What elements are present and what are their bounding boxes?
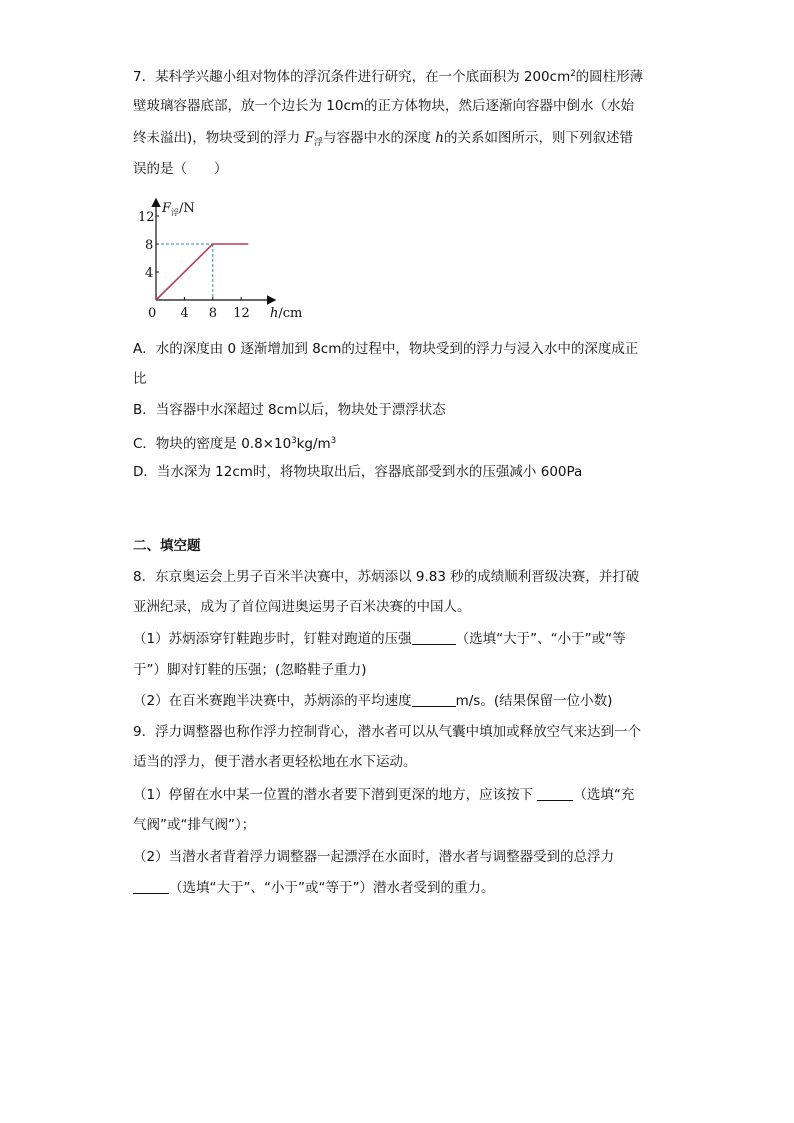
- q7-line-2: 壁玻璃容器底部，放一个边长为 10cm的正方体物块，然后逐渐向容器中倒水（水始: [133, 98, 635, 114]
- x-axis-label: [270, 306, 302, 321]
- q8-line-1: 8．东京奥运会上男子百米半决赛中，苏炳添以 9.83 秒的成绩顺利晋级决赛，并打破: [133, 569, 640, 585]
- q9-line-2: 适当的浮力，便于潜水者更轻松地在水下运动。: [133, 754, 417, 770]
- q9-line-1: 9．浮力调整器也称作浮力控制背心，潜水者可以从气囊中填加或释放空气来达到一个: [133, 724, 642, 740]
- q7-option-d: D．当水深为 12cm时，将物块取出后，容器底部受到水的压强减小 600Pa: [133, 464, 583, 480]
- y-axis-label-F: F: [162, 201, 172, 216]
- y-axis-label-unit: /N: [179, 201, 195, 216]
- q8-blank-1[interactable]: [412, 630, 456, 645]
- q7-line-1: 7．某科学兴趣小组对物体的浮沉条件进行研究，在一个底面积为 $200cm^2$的圆柱形薄: [133, 69, 644, 85]
- q8-part-1-cont: 于”）脚对钉鞋的压强；(忽略鞋子重力): [133, 662, 367, 678]
- buoyancy-depth-graph: [128, 196, 308, 324]
- x-tick-label: 8: [208, 306, 218, 321]
- q8-part-2: （2）在百米赛跑半决赛中，苏炳添的平均速度 m/s。(结果保留一位小数): [133, 693, 613, 709]
- q7-option-b: B．当容器中水深超过 8cm以后，物块处于漂浮状态: [133, 402, 446, 418]
- q9-part-2-cont: （选填“大于”、“小于”或“等于”）潜水者受到的重力。: [133, 878, 494, 898]
- q7-option-c: C．物块的密度是 $0.8\times 10^3kg/m^3$: [133, 436, 337, 452]
- y-axis-label-sub: 浮: [171, 208, 180, 217]
- y-tick-label: 12: [138, 210, 155, 225]
- q8-part-1: （1）苏炳添穿钉鞋跑步时，钉鞋对跑道的压强 （选填“大于”、“小于”或“等: [133, 631, 626, 647]
- origin-label: 0: [148, 306, 157, 321]
- x-tick-labels: [180, 297, 249, 321]
- q8-line-2: 亚洲纪录，成为了首位闯进奥运男子百米决赛的中国人。: [133, 599, 471, 615]
- q9-part-1: （1）停留在水中某一位置的潜水者要下潜到更深的地方，应该按下 （选填“充: [133, 787, 635, 803]
- q9-part-1-cont: 气阀”或“排气阀”）；: [133, 817, 256, 833]
- q9-part-2: （2）当潜水者背着浮力调整器一起漂浮在水面时，潜水者与调整器受到的总浮力: [133, 849, 615, 865]
- q8-blank-2[interactable]: [412, 692, 456, 707]
- section-title-fill-in: 二、填空题: [133, 538, 201, 554]
- q7-option-a-line-1: A．水的深度由 0 逐渐增加到 8cm的过程中，物块受到的浮力与浸入水中的深度成正: [133, 341, 639, 357]
- series-line-0: [156, 244, 248, 300]
- q7-line-3: 终未溢出)，物块受到的浮力 $F_浮$与容器中水的深度 h的关系如图所示，则下列叙述错: [133, 130, 633, 148]
- y-tick-label: 8: [145, 238, 154, 253]
- q9-blank-1[interactable]: [537, 786, 573, 801]
- x-axis-label-h: h: [270, 306, 279, 321]
- q7-line-4: 误的是（ ）: [133, 161, 228, 177]
- y-axis-label: [161, 201, 195, 217]
- series-group: [156, 244, 248, 300]
- x-axis-label-unit: /cm: [278, 306, 303, 321]
- y-tick-label: 4: [145, 266, 154, 281]
- x-tick-label: 12: [233, 306, 250, 321]
- x-tick-label: 4: [180, 306, 189, 321]
- q7-option-a-line-2: 比: [133, 371, 147, 387]
- q9-blank-2[interactable]: [133, 879, 169, 894]
